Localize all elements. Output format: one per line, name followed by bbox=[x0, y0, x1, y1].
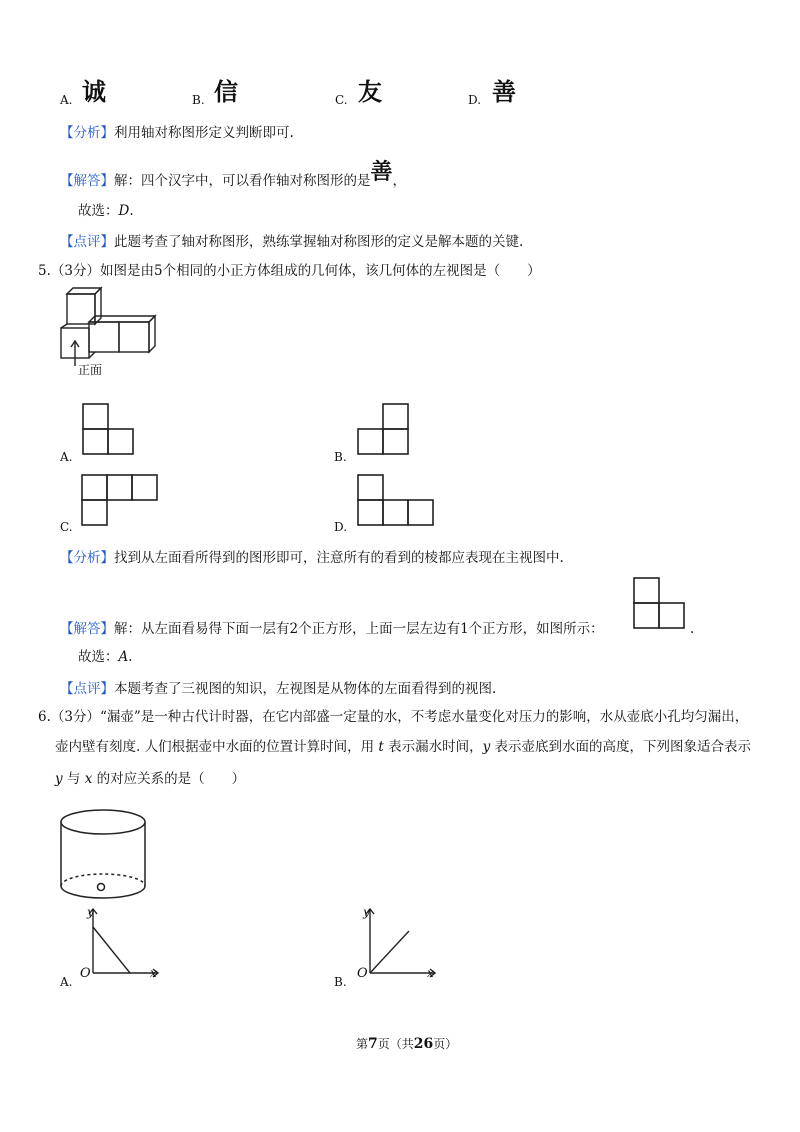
choice-prefix: 故选： bbox=[78, 649, 119, 665]
text-a: 与 bbox=[62, 771, 85, 787]
question-text: （3分）“漏壶”是一种古代计时器，在它内部盛一定量的水，不考虑水量变化对压力的影响，水从壶底小孔均匀漏出， bbox=[50, 709, 749, 725]
q4-comment bbox=[60, 233, 523, 251]
var-t: t bbox=[378, 739, 384, 755]
q6-stem-line3 bbox=[55, 770, 245, 788]
q5-answer-figure bbox=[632, 577, 688, 631]
analysis-text: 利用轴对称图形定义判断即可. bbox=[114, 125, 294, 141]
option-char: 诚 bbox=[82, 78, 106, 106]
comment-text: 本题考查了三视图的知识，左视图是从物体的左面看得到的视图. bbox=[114, 681, 497, 697]
var-x: x bbox=[84, 771, 93, 787]
comment-tag: 【点评】 bbox=[60, 681, 114, 697]
q6-stem-line1 bbox=[38, 708, 748, 726]
origin-label: O bbox=[357, 966, 368, 981]
var-y: y bbox=[55, 771, 63, 787]
analysis-tag: 【分析】 bbox=[60, 550, 114, 566]
question-number: 6. bbox=[38, 709, 51, 725]
axis-x-label: x bbox=[427, 966, 434, 980]
origin-label: O bbox=[80, 966, 91, 981]
axis-y-label: y bbox=[363, 905, 370, 919]
axis-y-label: y bbox=[87, 905, 94, 919]
comment-tag: 【点评】 bbox=[60, 234, 114, 250]
q5-option-b-figure bbox=[356, 403, 412, 457]
text-b: 的对应关系的是（ ） bbox=[92, 771, 246, 787]
footer-mid: 页（共 bbox=[377, 1037, 414, 1051]
q5-option-a-figure bbox=[82, 403, 136, 457]
page-number: 7 bbox=[368, 1036, 378, 1052]
var-y: y bbox=[482, 739, 491, 755]
option-char: 信 bbox=[214, 78, 238, 106]
answer-text: 解：从左面看易得下面一层有2个正方形，上面一层左边有1个正方形，如图所示： bbox=[114, 621, 604, 637]
comment-text: 此题考查了轴对称图形，熟练掌握轴对称图形的定义是解本题的关键. bbox=[114, 234, 524, 250]
page-total: 26 bbox=[413, 1036, 434, 1052]
option-char: 善 bbox=[492, 78, 516, 106]
question-number: 5. bbox=[38, 263, 51, 279]
choice-letter: D bbox=[118, 203, 130, 219]
choice-end: . bbox=[129, 203, 134, 219]
front-label: 正面 bbox=[78, 363, 103, 377]
analysis-tag: 【分析】 bbox=[60, 125, 114, 141]
q6-option-b-letter: B. bbox=[334, 975, 347, 989]
q5-option-b-letter: B. bbox=[334, 450, 347, 464]
question-text: （3分）如图是由5个相同的小正方体组成的几何体，该几何体的左视图是（ ） bbox=[50, 263, 541, 279]
option-letter: B. bbox=[192, 93, 205, 107]
axis-x-label: x bbox=[150, 966, 157, 980]
q5-option-d-letter: D. bbox=[334, 520, 348, 534]
analysis-text: 找到从左面看所得到的图形即可，注意所有的看到的棱都应表现在主视图中. bbox=[114, 550, 564, 566]
q5-option-c-letter: C. bbox=[60, 520, 73, 534]
footer-suffix: 页） bbox=[433, 1037, 458, 1051]
q5-cube-figure bbox=[55, 284, 165, 379]
q6-cylinder-figure bbox=[55, 808, 151, 902]
q5-stem bbox=[38, 262, 541, 280]
q5-option-c-figure bbox=[81, 474, 161, 528]
q6-stem-line2 bbox=[55, 738, 751, 756]
footer-prefix: 第 bbox=[356, 1037, 369, 1051]
answer-tag: 【解答】 bbox=[60, 173, 114, 189]
option-letter: C. bbox=[335, 93, 348, 107]
choice-end: . bbox=[128, 649, 133, 665]
answer-text: 解：四个汉字中，可以看作轴对称图形的是 bbox=[114, 173, 371, 189]
choice-prefix: 故选： bbox=[78, 203, 119, 219]
answer-char: 善 bbox=[370, 160, 393, 185]
page-footer bbox=[356, 1035, 457, 1052]
q4-answer bbox=[60, 160, 407, 190]
text-a: 壶内壁有刻度. 人们根据壶中水面的位置计算时间，用 bbox=[55, 739, 379, 755]
q5-option-d-figure bbox=[357, 474, 437, 528]
q4-analysis bbox=[60, 124, 294, 142]
choice-letter: A bbox=[118, 649, 129, 665]
option-letter: A. bbox=[60, 93, 73, 107]
answer-end: ， bbox=[392, 173, 407, 189]
q5-analysis bbox=[60, 549, 564, 567]
q5-option-a-letter: A. bbox=[60, 450, 73, 464]
answer-tag: 【解答】 bbox=[60, 621, 114, 637]
text-b: 表示漏水时间， bbox=[383, 739, 483, 755]
option-letter: D. bbox=[468, 93, 482, 107]
q5-comment bbox=[60, 680, 496, 698]
q6-option-a-letter: A. bbox=[60, 975, 73, 989]
text-c: 表示壶底到水面的高度，下列图象适合表示 bbox=[490, 739, 752, 755]
q4-choice bbox=[78, 202, 134, 220]
answer-end: . bbox=[690, 621, 695, 637]
option-char: 友 bbox=[358, 78, 382, 106]
q5-choice bbox=[78, 648, 133, 666]
q5-answer bbox=[60, 620, 604, 638]
